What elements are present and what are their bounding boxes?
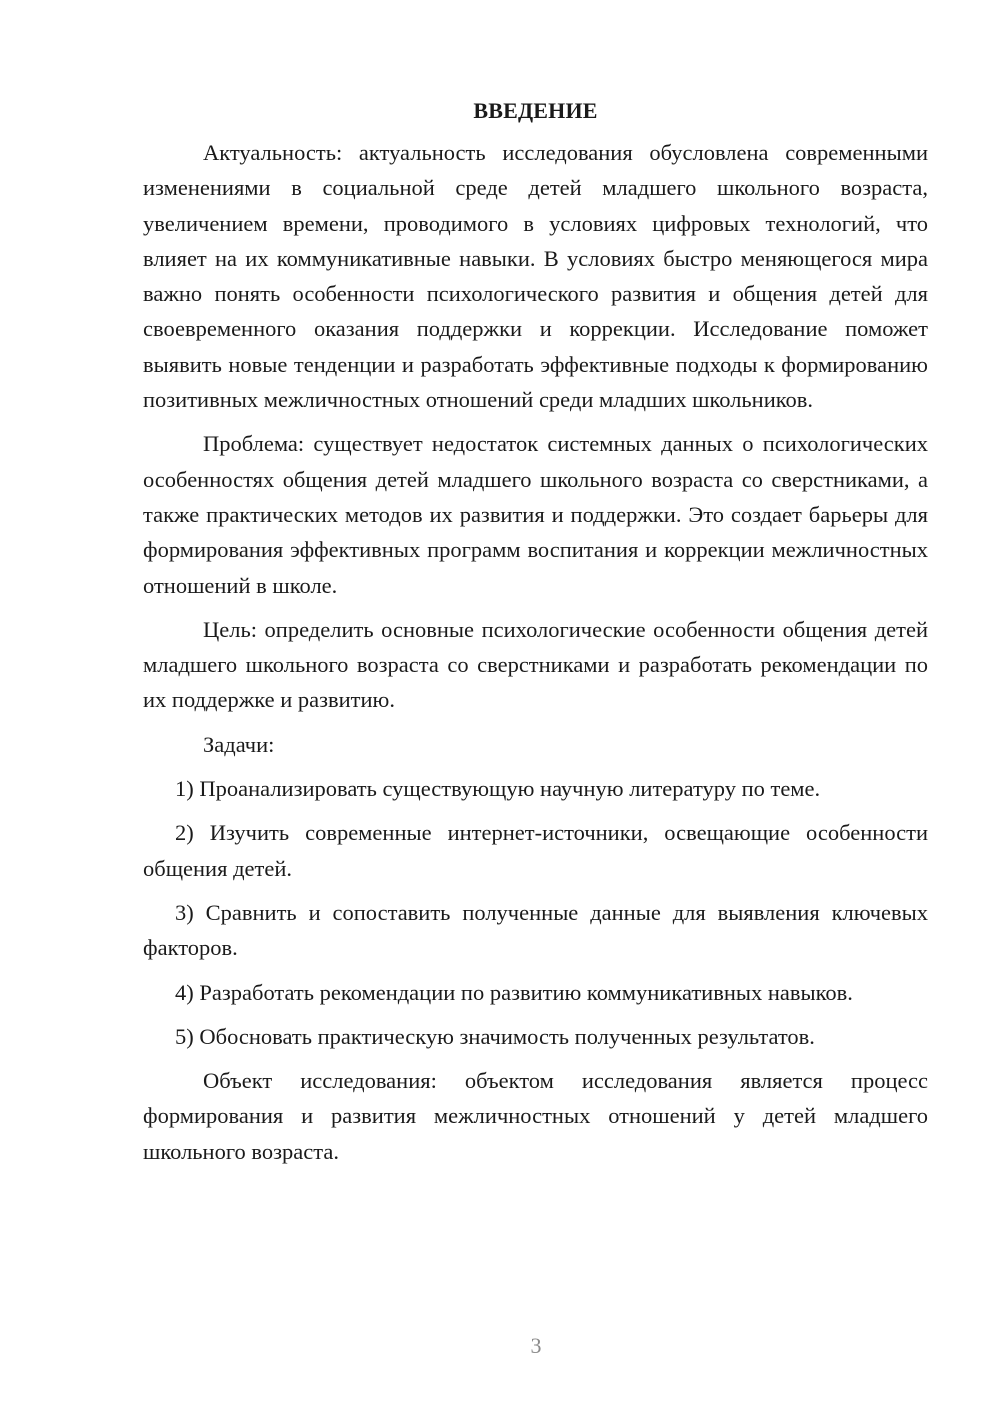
paragraph-goal: Цель: определить основные психологические особенности общения детей младшего школьного возраста со сверстниками и разработать рекомендации по их поддержке и развитию. xyxy=(143,616,928,713)
page-number: 3 xyxy=(530,1333,542,1358)
paragraph-relevance: Актуальность: актуальность исследования обусловлена современными изменениями в социальной среде детей младшего школьного возраста, увеличением времени, проводимого в условиях цифровых технологий, что влияет на их коммуникативные навыки. В условиях быстро меняющегося мира важно понять особенности психологического развития и общения детей для своевременного оказания поддержки и коррекции. Исследование поможет выявить новые тенденции и разработать эффективные подходы к формированию позитивных межличностных отношений среди младших школьников. xyxy=(143,140,928,413)
document-body xyxy=(143,95,928,1169)
task-item-2: 2) Изучить современные интернет-источники, освещающие особенности общения детей. xyxy=(143,820,928,881)
section-heading: ВВЕДЕНИЕ xyxy=(473,98,598,123)
paragraph-tasks-label: Задачи: xyxy=(203,731,275,757)
paragraph-object: Объект исследования: объектом исследования является процесс формирования и развития межличностных отношений у детей младшего школьного возраста. xyxy=(143,1068,928,1164)
task-item-4: 4) Разработать рекомендации по развитию коммуникативных навыков. xyxy=(175,979,853,1005)
paragraph-problem: Проблема: существует недостаток системных данных о психологических особенностях общения детей младшего школьного возраста со сверстниками, а также практических методов их развития и поддержки. Это создает барьеры для формирования эффективных программ воспитания и коррекции межличностных отношений в школе. xyxy=(143,431,928,598)
task-item-5: 5) Обосновать практическую значимость полученных результатов. xyxy=(175,1023,815,1049)
task-item-3: 3) Сравнить и сопоставить полученные данные для выявления ключевых факторов. xyxy=(143,899,928,961)
task-item-1: 1) Проанализировать существующую научную литературу по теме. xyxy=(175,776,821,802)
